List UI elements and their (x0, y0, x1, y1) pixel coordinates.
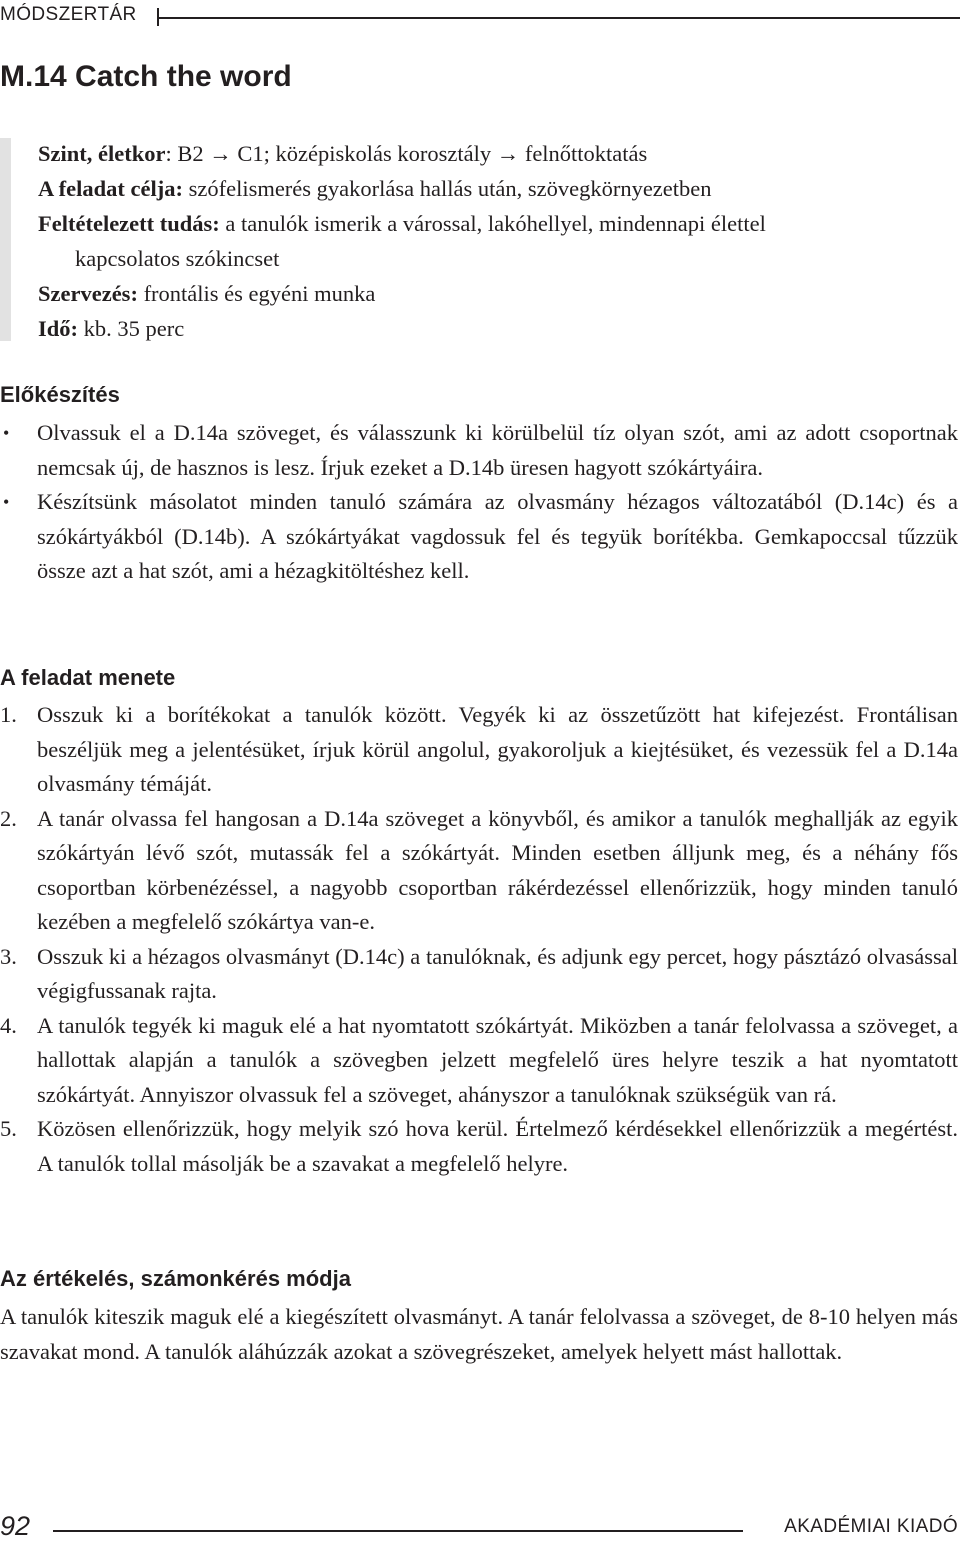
list-item (0, 416, 958, 485)
info-label: A feladat célja: (38, 176, 183, 201)
header-rule (159, 17, 960, 19)
info-organization (38, 276, 960, 311)
list-item (0, 698, 958, 802)
assessment-heading: Az értékelés, számonkérés módja (0, 1266, 351, 1291)
page-number: 92 (0, 1511, 31, 1541)
publisher-name: AKADÉMIAI KIADÓ (784, 1516, 958, 1537)
info-box (38, 136, 960, 346)
info-label: Idő: (38, 316, 79, 341)
bullet-marker: • (3, 492, 10, 512)
item-text: A tanár olvassa fel hangosan a D.14a szöveget a könyvből, és amikor a tanulók meghallják az egyik szókártyán lévő szót, mutassák fel a szókártyát. Minden esetben álljunk meg, és a néhány fős csoportban körbenézéssel, a nagyobb csoportban rákérdezéssel ellenőrizzük, hogy minden tanuló kezében a megfelelő szókártya van-e. (37, 805, 958, 934)
item-text: Olvassuk el a D.14a szöveget, és válasszunk ki körülbelül tíz olyan szót, ami az adott csoportnak nemcsak új, de hasznos is lesz. Írjuk ezeket a D.14b üresen hagyott szókártyáira. (37, 420, 958, 480)
info-label: Feltételezett tudás: (38, 211, 220, 236)
running-header (0, 2, 960, 28)
procedure-heading: A feladat menete (0, 665, 176, 690)
list-item (0, 1112, 958, 1181)
list-item (0, 940, 958, 1009)
footer-rule (53, 1530, 743, 1532)
info-label: Szint, életkor (38, 141, 166, 166)
page-title: M.14 Catch the word (0, 60, 292, 93)
item-text: Osszuk ki a borítékokat a tanulók között. Vegyék ki az összetűzött hat kifejezést. Frontálisan beszéljük meg a jelentésüket, írjuk körül angolul, gyakoroljuk a kiejtésüket, és vezessük fel a D.14a olvasmány témáját. (37, 702, 958, 796)
info-text: frontális és egyéni munka (137, 281, 376, 306)
info-goal (38, 171, 960, 206)
info-text: : B2 → C1; középiskolás korosztály → felnőttoktatás (165, 141, 648, 166)
step-number: 1. (0, 702, 17, 727)
info-text: a tanulók ismerik a várossal, lakóhellyel, mindennapi élettel (219, 211, 766, 236)
step-number: 2. (0, 805, 17, 831)
info-label: Szervezés: (38, 281, 138, 306)
info-text: kb. 35 perc (78, 316, 185, 341)
item-text: A tanulók tegyék ki maguk elé a hat nyomtatott szókártyát. Miközben a tanár felolvassa a szöveget, a hallottak alapján a tanulók a szövegben jelzett megfelelő üres helyre teszik a hat nyomtatott szókártyát. Annyiszor olvassuk fel a szöveget, ahányszor a tanulóknak szükségük van rá. (37, 1012, 958, 1107)
procedure-list (0, 698, 958, 1181)
step-number: 4. (0, 1012, 17, 1038)
bullet-marker: • (3, 423, 10, 443)
list-item (0, 485, 958, 589)
step-number: 5. (0, 1116, 17, 1141)
info-level (38, 136, 960, 171)
item-text: Osszuk ki a hézagos olvasmányt (D.14c) a tanulóknak, és adjunk egy percet, hogy pásztázó olvasással végigfussanak rajta. (37, 943, 958, 1003)
prep-list (0, 416, 958, 589)
section-label: MÓDSZERTÁR (0, 4, 137, 25)
info-time (38, 311, 960, 346)
page-footer (0, 1508, 960, 1548)
assessment-text: A tanulók kiteszik maguk elé a kiegészített olvasmányt. A tanár felolvassa a szöveget, de 8-10 helyen más szavakat mond. A tanulók aláhúzzák azokat a szövegrészeket, amelyek helyett mást hallottak. (0, 1304, 958, 1364)
prep-heading: Előkészítés (0, 382, 120, 407)
info-box-bar (0, 138, 11, 341)
step-number: 3. (0, 943, 17, 969)
info-prerequisite-cont (38, 241, 960, 276)
list-item (0, 802, 958, 940)
info-text: kapcsolatos szókincset (75, 246, 280, 271)
item-text: Készítsünk másolatot minden tanuló számára az olvasmány hézagos változatából (D.14c) és a szókártyákból (D.14b). A szókártyákat vagdossuk fel és tegyük borítékba. Gemkapoccsal tűzzük össze azt a hat szót, ami a hézagkitöltéshez kell. (37, 489, 958, 583)
item-text: Közösen ellenőrizzük, hogy melyik szó hova kerül. Értelmező kérdésekkel ellenőrizzük a megértést. A tanulók tollal másolják be a szavakat a megfelelő helyre. (37, 1116, 958, 1176)
info-text: szófelismerés gyakorlása hallás után, szövegkörnyezetben (182, 176, 712, 201)
info-prerequisite (38, 206, 960, 241)
list-item (0, 1009, 958, 1113)
